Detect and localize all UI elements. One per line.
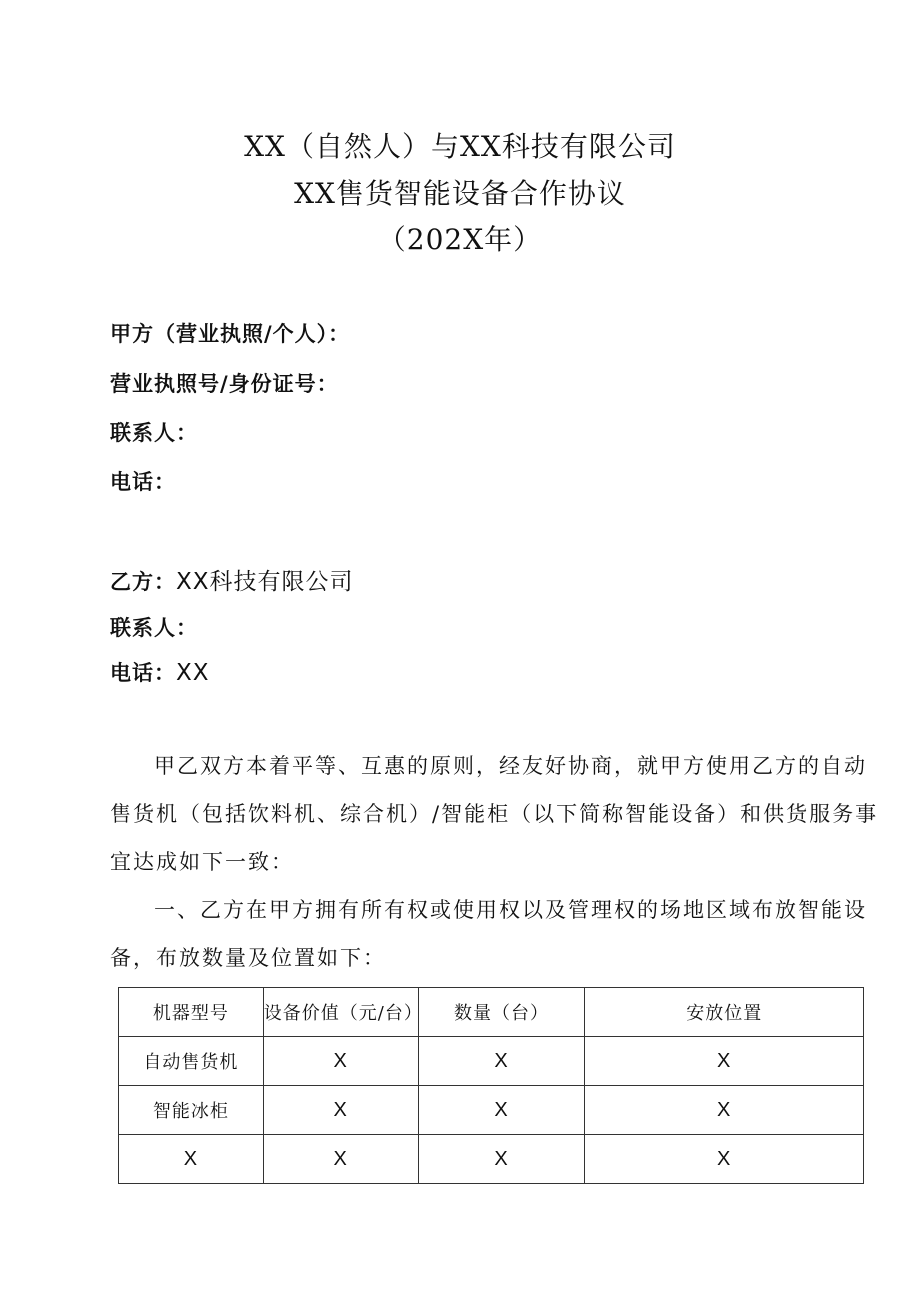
para1-line1: 甲乙双方本着平等、互惠的原则，经友好协商，就甲方使用乙方的自动 bbox=[154, 754, 867, 778]
para1-line3: 宜达成如下一致： bbox=[110, 850, 294, 874]
party-b-phone-label: 电话： bbox=[110, 661, 176, 685]
party-b-phone-row bbox=[110, 657, 210, 687]
para2-line1: 一、乙方在甲方拥有所有权或使用权以及管理权的场地区域布放智能设 bbox=[154, 898, 867, 922]
cell-location: X bbox=[585, 1037, 864, 1086]
party-a-id-label: 营业执照号/身份证号： bbox=[110, 372, 339, 396]
cell-quantity: X bbox=[418, 1037, 585, 1086]
paragraph-intro bbox=[110, 742, 880, 886]
cell-quantity: X bbox=[418, 1086, 585, 1135]
title-line-3: （202X年） bbox=[377, 223, 543, 256]
party-a-phone-label: 电话： bbox=[110, 470, 176, 494]
cell-machine-model: 智能冰柜 bbox=[119, 1086, 264, 1135]
device-table bbox=[118, 987, 864, 1184]
table-row bbox=[119, 1086, 864, 1135]
cell-machine-model: X bbox=[119, 1135, 264, 1184]
party-b-contact-label: 联系人： bbox=[110, 616, 198, 640]
party-b-name-row bbox=[110, 563, 354, 596]
party-b-name-value: XX科技有限公司 bbox=[176, 569, 354, 595]
header-location: 安放位置 bbox=[585, 988, 864, 1037]
party-a-contact-label: 联系人： bbox=[110, 421, 198, 445]
paragraph-clause-1 bbox=[110, 886, 880, 982]
header-machine-model: 机器型号 bbox=[119, 988, 264, 1037]
table-row bbox=[119, 1135, 864, 1184]
cell-device-value: X bbox=[263, 1086, 418, 1135]
title-line-2: XX售货智能设备合作协议 bbox=[294, 177, 626, 210]
party-b-phone-value: XX bbox=[176, 660, 210, 686]
party-a-name-label: 甲方（营业执照/个人）： bbox=[110, 322, 351, 346]
party-b-name-label: 乙方： bbox=[110, 570, 176, 594]
para2-line2: 备，布放数量及位置如下： bbox=[110, 946, 386, 970]
cell-machine-model: 自动售货机 bbox=[119, 1037, 264, 1086]
title-line-1: XX（自然人）与XX科技有限公司 bbox=[244, 130, 676, 163]
para1-line2: 售货机（包括饮料机、综合机）/智能柜（以下简称智能设备）和供货服务事 bbox=[110, 802, 879, 826]
table-header-row bbox=[119, 988, 864, 1037]
cell-location: X bbox=[585, 1086, 864, 1135]
cell-quantity: X bbox=[418, 1135, 585, 1184]
cell-device-value: X bbox=[263, 1037, 418, 1086]
table-row bbox=[119, 1037, 864, 1086]
header-quantity: 数量（台） bbox=[418, 988, 585, 1037]
cell-device-value: X bbox=[263, 1135, 418, 1184]
header-device-value: 设备价值（元/台） bbox=[263, 988, 418, 1037]
cell-location: X bbox=[585, 1135, 864, 1184]
